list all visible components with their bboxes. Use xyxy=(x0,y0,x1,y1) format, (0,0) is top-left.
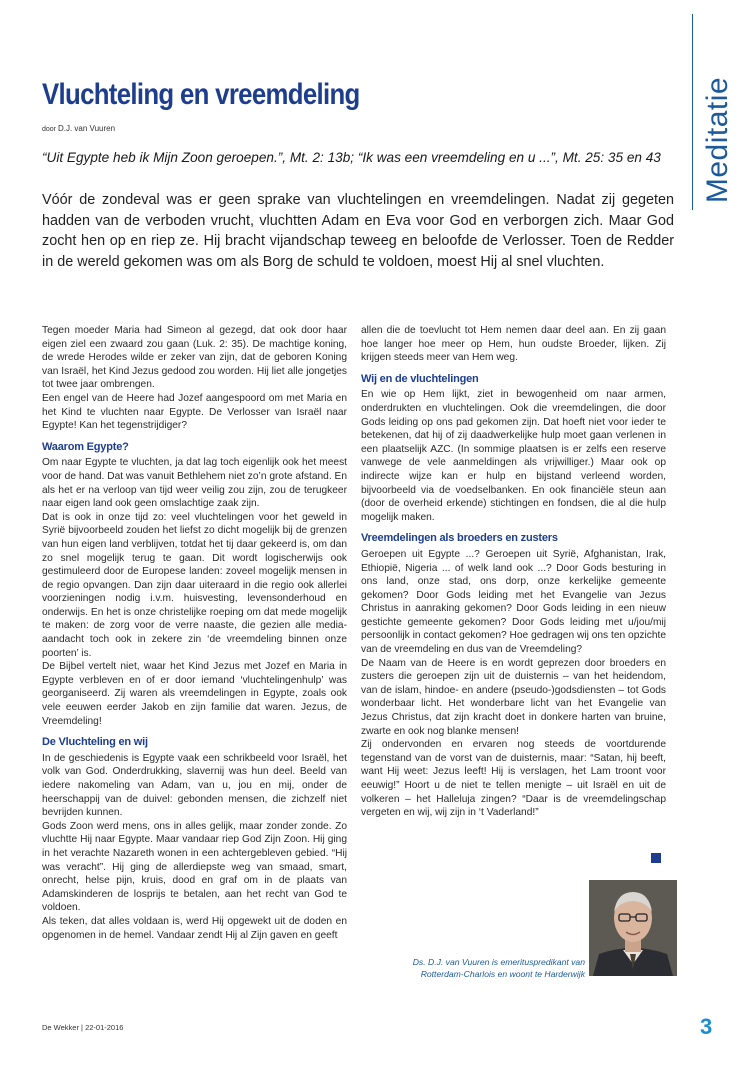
paragraph: De Bijbel vertelt niet, waar het Kind Jezus met Jozef en Maria in Egypte verbleven en of er door iemand ‘vluchtelingenhulp’ was georganiseerd. Zij waren als vreemdelingen in Egypte, zoals ook vele eeuwen eerder Jakob en zijn familie dat waren. Jezus, de Vreemdeling! xyxy=(42,661,347,727)
caption-line: Rotterdam-Charlois en woont te Harderwijk xyxy=(420,969,585,979)
paragraph: allen die de toevlucht tot Hem nemen daar deel aan. En zij gaan hoe langer hoe meer op Hem, hun oudste Broeder, lijken. Zij krijgen steeds meer van Hem weg. xyxy=(361,325,666,364)
byline-prefix: door xyxy=(42,126,57,133)
right-column xyxy=(361,324,666,820)
paragraph: Als teken, dat alles voldaan is, werd Hij opgewekt uit de doden en opgenomen in de hemel. Vandaar zendt Hij al Zijn gaven en geeft xyxy=(42,915,347,941)
footer-publication: De Wekker | 22-01-2016 xyxy=(42,1023,124,1032)
page-number: 3 xyxy=(700,1014,713,1039)
paragraph: In de geschiedenis is Egypte vaak een schrikbeeld voor Israël, het volk van God. Onderdrukking, slavernij was hun deel. Beeld van iedere nakomeling van Adam, van u, jou en mij, onder de heerschappij van de duivel: gebonden mensen, die zichzelf niet bevrijden kunnen. xyxy=(42,752,347,819)
section-label: Meditatie xyxy=(701,76,734,204)
byline-author: D.J. van Vuuren xyxy=(57,124,116,133)
paragraph: Een engel van de Heere had Jozef aangespoord om met Maria en het Kind te vluchten naar Egypte. De Verlosser van Israël naar Egypte! Kan het tegenstrijdiger? xyxy=(42,392,347,432)
paragraph: Dat is ook in onze tijd zo: veel vluchtelingen voor het geweld in Syrië bijvoorbeeld zouden het liefst zo dicht mogelijk bij de grenzen van hun eigen land verblijven, totdat het tij daar gekeerd is, om dan zo snel mogelijk terug te gaan. Dit wordt logischerwijs ook gestimuleerd door de Europese landen: zoveel mogelijk mensen in de regio opvangen. Dan zijn daar uiteraard in die regio ook allerlei voorzieningen nodig i.v.m. huisvesting, levensonderhoud en onderwijs. En het is onze christelijke roeping om dat mede mogelijk te maken: de zorg voor de verre naaste, die gezien alle media-aandacht toch ook in zekere zin ‘de vreemdeling binnen onze poorten’ is. xyxy=(42,511,347,659)
article-title: Vluchteling en vreemdeling xyxy=(42,78,360,111)
paragraph: Gods Zoon werd mens, ons in alles gelijk, maar zonder zonde. Zo vluchtte Hij naar Egypte. Maar vandaar riep God Zijn Zoon. Hij ging in het verachte Nazareth wonen in een achtergebleven gebied. “Hij was veracht”. Hij ging de allerdiepste weg van smaad, smart, onrecht, helse pijn, kruis, dood en graf om in de plaats van Adamskinderen de losprijs te betalen, aan het recht van God te voldoen. xyxy=(42,820,347,914)
paragraph: Geroepen uit Egypte ...? Geroepen uit Syrië, Afghanistan, Irak, Ethiopië, Nigeria ... of welk land ook ...? Door Gods besturing in ons land, onze stad, ons dorp, onze kerkelijke gemeente gekomen? Door Gods leiding met het Evangelie van Jezus Christus in aanraking gekomen? Door Gods leiding in een nieuw gestichte gemeente gekomen? Door Gods leiding met u/jou/mij persoonlijk in contact gekomen? Hoe gedragen wij ons ten opzichte van de vreemdeling en dus van de Vreemdeling? xyxy=(361,548,666,656)
subheading: Waarom Egypte? xyxy=(42,440,129,453)
caption-line: Ds. D.J. van Vuuren is emerituspredikant van xyxy=(412,957,585,967)
paragraph: De Naam van de Heere is en wordt geprezen door broeders en zusters die geroepen zijn uit de duisternis – van het heidendom, van de islam, hindoe- en andere (pseudo-)godsdiensten – tot Gods wonderbaar licht. Het wonderbare licht van het Evangelie van Jezus Christus, dat zijn kracht doet in donkere harten van bruine, zwarte en ook nog blanke mensen! xyxy=(361,657,666,737)
intro-paragraph xyxy=(42,190,674,272)
section-divider-line xyxy=(692,14,693,210)
subheading: Wij en de vluchtelingen xyxy=(361,372,479,385)
paragraph: Zij ondervonden en ervaren nog steeds de voortdurende tegenstand van de vorst van de duisternis, maar: “Satan, hij beeft, want Hij weet: Jezus leeft! Hij is verslagen, het Lam troont voor eeuwig!” Hoort u de niet te tellen menigte – uit Israël en uit de volkeren – het Halleluja zingen? “Daar is de vreemdelingschap vergeten en wij, wij zijn in ‘t Vaderland!” xyxy=(361,739,666,819)
end-of-article-square xyxy=(651,853,661,863)
paragraph: En wie op Hem lijkt, ziet in bewogenheid om naar armen, onderdrukten en vluchtelingen. Ook die vreemdelingen, die door Gods leiding op ons pad gekomen zijn. Dat hoeft niet voor ieder te betekenen, dat hij of zij daadwerkelijke hulp moet gaan verlenen in een plaatselijk AZC. (In sommige plaatsen is er zelfs een reserve vanwege de vele aanmeldingen als vrijwilliger.) Maar ook op indirecte wijze kan er hulp en bijstand verleend worden, bijvoorbeeld via de voedselbanken. En ook financiële steun aan (door de overheid erkende) stichtingen en fondsen, die al die hulp mogelijk maken. xyxy=(361,389,666,523)
bible-quote: “Uit Egypte heb ik Mijn Zoon geroepen.”, Mt. 2: 13b; “Ik was een vreemdeling en u ...”, Mt. 25: 35 en 43 xyxy=(42,150,661,165)
left-column xyxy=(42,324,347,942)
author-photo xyxy=(589,880,677,976)
subheading: De Vluchteling en wij xyxy=(42,736,148,749)
paragraph: Tegen moeder Maria had Simeon al gezegd, dat ook door haar eigen ziel een zwaard zou gaan (Luk. 2: 35). De machtige koning, de wrede Herodes wilde er zeker van zijn, dat de geboren Koning van Israël, het Kind Jezus gedood zou worden. Hij liet alle jongetjes tot twee jaar ombrengen. xyxy=(42,325,347,391)
intro-text: Vóór de zondeval was er geen sprake van vluchtelingen en vreemdelingen. Nadat zij gegeten hadden van de verboden vrucht, vluchtten Adam en Eva voor God en verborgen zich. Maar God zocht hen op en riep ze. Hij bracht vijandschap teweeg en beloofde de Verlosser. Toen de Redder in de wereld gekomen was om als Borg de schuld te voldoen, moest Hij al snel vluchten. xyxy=(42,192,674,270)
photo-caption xyxy=(380,956,585,980)
paragraph: Om naar Egypte te vluchten, ja dat lag toch eigenlijk ook het meest voor de hand. Dat was vanuit Bethlehem niet zo’n grote afstand. En als het er na verloop van tijd weer veilig zou zijn, zou de terugkeer naar eigen land ook geen omslachtige zaak zijn. xyxy=(42,457,347,510)
byline xyxy=(42,124,115,133)
author-portrait-icon xyxy=(589,880,677,976)
subheading: Vreemdelingen als broeders en zusters xyxy=(361,532,558,545)
